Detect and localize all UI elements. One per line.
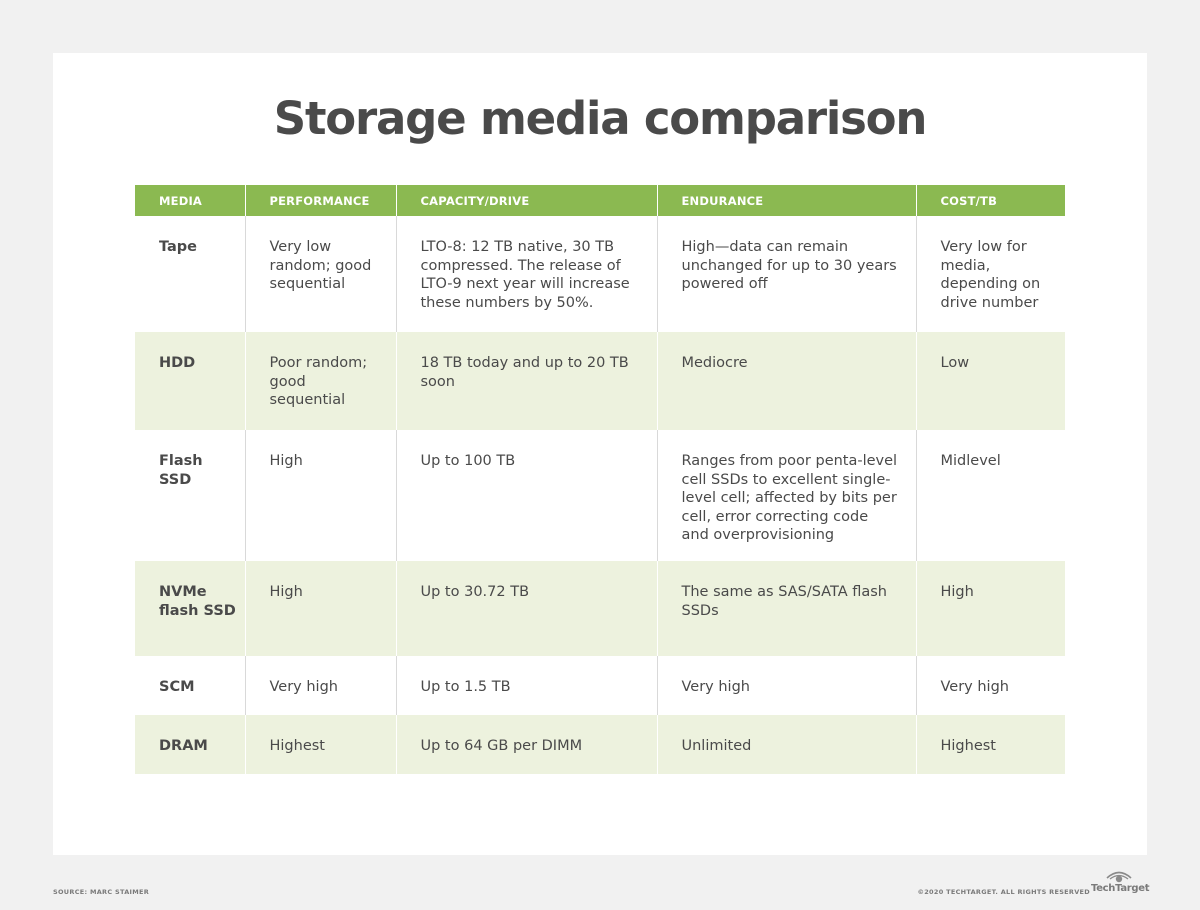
table-row — [135, 430, 1065, 561]
cost-cell: Midlevel — [916, 430, 1065, 561]
column-header-media: MEDIA — [135, 185, 245, 216]
media-cell: Flash SSD — [159, 453, 203, 488]
table-row — [135, 561, 1065, 656]
endurance-cell: High—data can remain unchanged for up to 30 years powered off — [657, 216, 916, 332]
logo-wordmark: TechTarget — [1091, 883, 1150, 894]
column-header-endurance: ENDURANCE — [657, 185, 916, 216]
performance-cell: Poor random; good sequential — [245, 332, 396, 430]
media-cell: Tape — [159, 239, 198, 255]
cost-cell: Very low for media, depending on drive number — [916, 216, 1065, 332]
capacity-cell: 18 TB today and up to 20 TB soon — [396, 332, 657, 430]
column-header-cost: COST/TB — [916, 185, 1065, 216]
performance-cell: High — [245, 430, 396, 561]
cost-cell: Very high — [916, 656, 1065, 715]
media-cell: NVMe flash SSD — [135, 561, 245, 656]
capacity-cell: Up to 30.72 TB — [396, 561, 657, 656]
column-header-performance: PERFORMANCE — [245, 185, 396, 216]
media-cell: HDD — [135, 332, 245, 430]
endurance-cell: Very high — [657, 656, 916, 715]
performance-cell: High — [245, 561, 396, 656]
capacity-cell: Up to 64 GB per DIMM — [396, 715, 657, 774]
table-header-row — [135, 185, 1065, 216]
table-row — [135, 656, 1065, 715]
table-row — [135, 332, 1065, 430]
comparison-table — [135, 185, 1065, 774]
endurance-cell: The same as SAS/SATA flash SSDs — [657, 561, 916, 656]
table-row — [135, 216, 1065, 332]
cost-cell: Low — [916, 332, 1065, 430]
capacity-cell: Up to 100 TB — [396, 430, 657, 561]
endurance-cell: Unlimited — [657, 715, 916, 774]
copyright-notice: ©2020 TECHTARGET. ALL RIGHTS RESERVED — [917, 888, 1090, 896]
cost-cell: Highest — [916, 715, 1065, 774]
source-credit: SOURCE: MARC STAIMER — [53, 888, 150, 896]
performance-cell: Very high — [245, 656, 396, 715]
techtarget-logo — [1091, 869, 1150, 899]
cost-cell: High — [916, 561, 1065, 656]
performance-cell: Highest — [245, 715, 396, 774]
column-header-capacity: CAPACITY/DRIVE — [396, 185, 657, 216]
endurance-cell: Mediocre — [657, 332, 916, 430]
media-cell: DRAM — [135, 715, 245, 774]
capacity-cell: Up to 1.5 TB — [396, 656, 657, 715]
media-cell: SCM — [159, 679, 195, 695]
page-title: Storage media comparison — [273, 92, 927, 145]
table-row — [135, 715, 1065, 774]
endurance-cell: Ranges from poor penta-level cell SSDs to excellent single-level cell; affected by bits per cell, error correcting code and overprovisioning — [657, 430, 916, 561]
performance-cell: Very low random; good sequential — [245, 216, 396, 332]
capacity-cell: LTO-8: 12 TB native, 30 TB compressed. The release of LTO-9 next year will increase these numbers by 50%. — [396, 216, 657, 332]
